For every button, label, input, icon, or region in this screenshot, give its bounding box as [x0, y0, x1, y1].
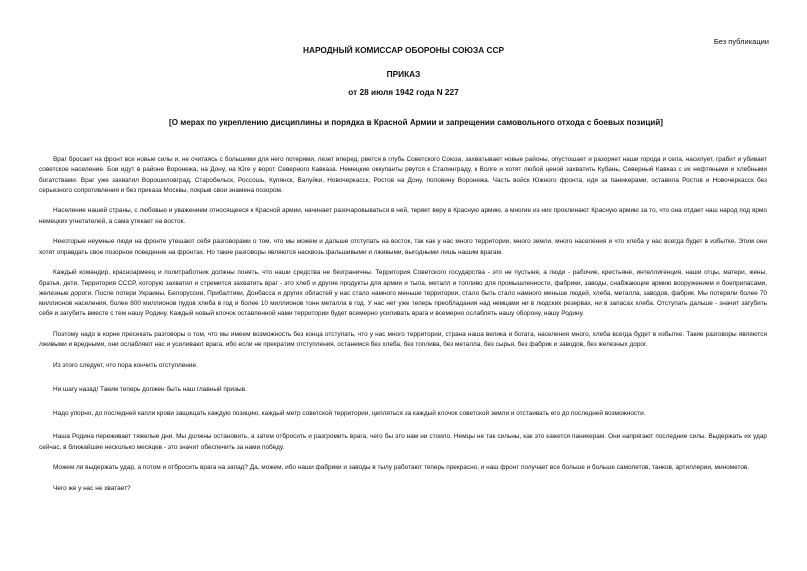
document-type: ПРИКАЗ — [386, 69, 421, 79]
paragraph: Наша Родина переживает тяжелые дни. Мы должны остановить, а затем отбросить и разгромить врага, чего бы это нам ни стоило. Немцы не так сильны, как это кажется паникерам. Они напрягают последние силы. Выдержать их удар сейчас, в ближайшие несколько месяцев - это значит обеспечить за нами победу. — [39, 433, 767, 451]
paragraph: Можем ли выдержать удар, а потом и отбросить врага на запад? Да, можем, ибо наши фабрики и заводы в тылу работают теперь прекрасно, и наш фронт получает все больше и больше самолетов, танков, артиллерии, минометов. — [53, 464, 750, 472]
document-title: НАРОДНЫЙ КОМИССАР ОБОРОНЫ СОЮЗА ССР — [302, 45, 505, 55]
paragraph: Каждый командир, красноармеец и политработник должны понять, что наши средства не безграничны. Территория Советского государства - это не пустыня, а люди - рабочие, крестьяне, интеллигенция, наши отцы, матери, жены, братья, дети. Территория СССР, которую захватил и стремится захватить враг - это хлеб и другие продукты для армии и тыла, металл и топливо для промышленности, фабрики, заводы, снабжающие армию вооружением и боеприпасами, железные дороги. После потери Украины, Белоруссии, Прибалтики, Донбасса и других областей у нас стало намного меньше территории, стало быть стало намного меньше людей, хлеба, металла, заводов, фабрик. Мы потеряли более 70 миллионов населения, более 800 миллионов пудов хлеба в год и более 10 миллионов тонн металла в год. У нас нет уже теперь преобладания над немцами ни в людских резервах, ни в запасах хлеба. Отступать дальше - значит загубить себя и загубить вместе с тем нашу Родину. Каждый новый клочок оставленной нами территории будет всемерно усиливать врага и всемерно ослаблять нашу оборону, нашу Родину. — [39, 269, 767, 318]
document-subtitle: [О мерах по укреплению дисциплины и порядка в Красной Армии и запрещении самовольного отхода с боевых позиций] — [169, 118, 663, 127]
document-body — [39, 155, 767, 504]
paragraph: Некоторые неумные люди на фронте утешают себя разговорами о том, что мы можем и дальше отступать на восток, так как у нас много территории, много земли, много населения и что хлеба у нас всегда будет в избытке. Этим они хотят оправдать свое позорное поведение на фронтах. Но такие разговоры являются насквозь фальшивыми и лживыми, выгодными лишь нашим врагам. — [39, 238, 767, 256]
paragraph: Из этого следует, что пора кончить отступление. — [53, 361, 198, 369]
paragraph: Враг бросает на фронт все новые силы и, не считаясь с большими для него потерями, лезет вперед, рвется в глубь Советского Союза, захватывает новые районы, опустошает и разоряет наши города и села, насилует, грабит и убивает советское население. Бои идут в районе Воронежа, на Дону, на Юге у ворот Северного Кавказа. Немецкие оккупанты рвутся к Сталинграду, к Волге и хотят любой ценой захватить Кубань, Северный Кавказ с их нефтяными и хлебными богатствами. Враг уже захватил Ворошиловград, Старобельск, Россошь, Купянск, Валуйки, Новочеркасск, Ростов на Дону, половину Воронежа. Часть войск Южного фронта, идя за паникерами, оставила Ростов и Новочеркасск без серьезного сопротивления и без приказа Москвы, покрыв свои знамена позором. — [39, 156, 767, 194]
paragraph: Поэтому надо в корне пресекать разговоры о том, что мы имеем возможность без конца отступать, что у нас много территории, страна наша велика и богата, населения много, хлеба всегда будет в избытке. Такие разговоры являются лживыми и вредными, они ослабляют нас и усиливают врага, ибо если не прекратим отступления, останемся без хлеба, без топлива, без металла, без сырья, без фабрик и заводов, без железных дорог. — [39, 331, 767, 349]
publication-stamp: Без публикации — [713, 37, 769, 46]
paragraph: Надо упорно, до последней капли крови защищать каждую позицию, каждый метр советской территории, цепляться за каждый клочок советской земли и отстаивать его до последней возможности. — [53, 409, 646, 417]
document-date-number: от 28 июля 1942 года N 227 — [348, 87, 459, 97]
paragraph: Население нашей страны, с любовью и уважением относящееся к Красной армии, начинает разочаровываться в ней, теряет веру в Красную армию, а многие из них проклинают Красную армию за то, что она отдает наш народ под ярмо немецких угнетателей, а сама утекает на восток. — [39, 207, 767, 225]
paragraph: Чего же у нас не хватает? — [53, 484, 131, 492]
paragraph: Ни шагу назад! Таким теперь должен быть наш главный призыв. — [53, 385, 247, 393]
